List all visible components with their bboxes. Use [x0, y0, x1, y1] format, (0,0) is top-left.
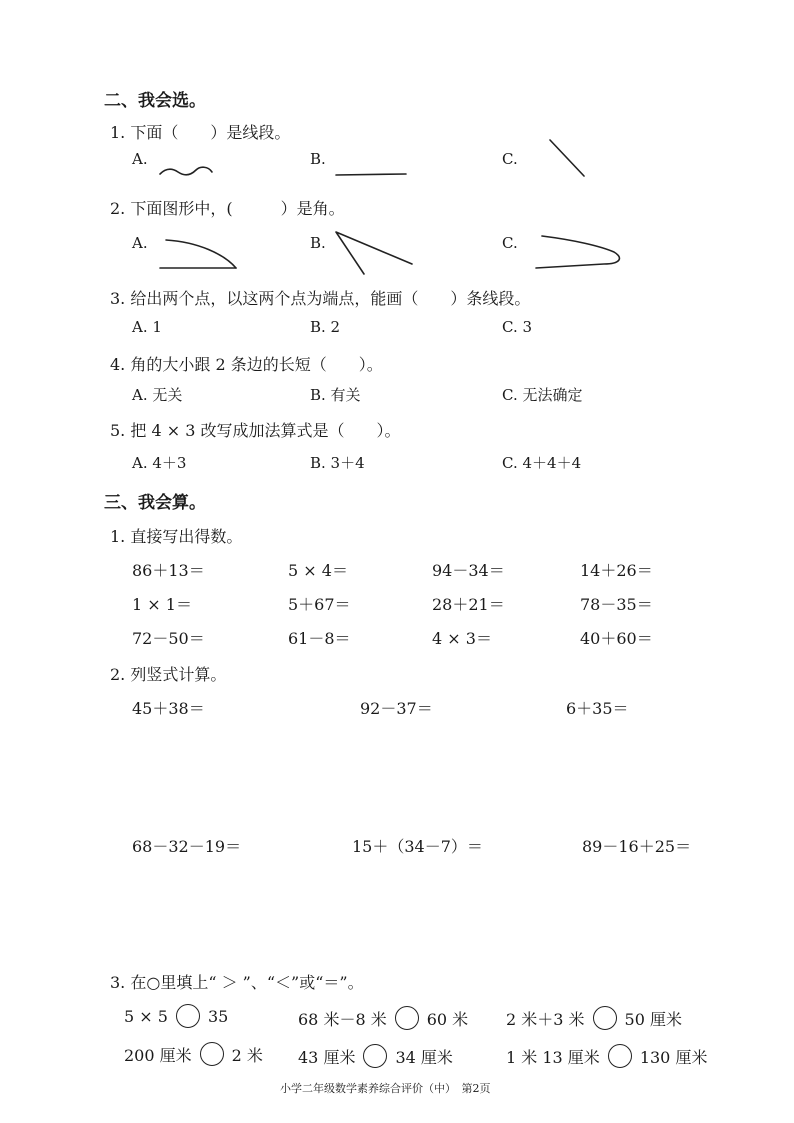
q2-option-b-label: B. — [310, 234, 326, 252]
compare-left: 68 米－8 米 — [298, 1009, 387, 1029]
compare-item — [298, 1006, 468, 1030]
q5-option-c: C. 4＋4＋4 — [502, 454, 582, 472]
q4-option-a: A. 无关 — [132, 386, 183, 404]
mental-math-item: 1 × 1＝ — [132, 595, 192, 614]
q1-option-a-curve-figure — [158, 158, 214, 182]
q1-option-c-slanted-line-figure — [546, 136, 588, 180]
q2-option-b-angle-figure — [332, 228, 416, 278]
compare-item — [506, 1044, 707, 1068]
question-3-text: 3. 给出两个点，以这两个点为端点，能画（ ）条线段。 — [110, 289, 531, 308]
q2-option-a-label: A. — [132, 234, 148, 252]
mental-math-item: 86＋13＝ — [132, 561, 205, 580]
question-4-text: 4. 角的大小跟 2 条边的长短（ ）。 — [110, 355, 383, 374]
compare-left: 2 米＋3 米 — [506, 1009, 585, 1029]
question-2-text: 2. 下面图形中，( ）是角。 — [110, 199, 345, 218]
vertical-calc-item: 15＋（34－7）＝ — [352, 837, 483, 856]
compare-answer-circle[interactable] — [363, 1044, 387, 1068]
part-1-text: 1. 直接写出得数。 — [110, 527, 243, 546]
compare-item — [124, 1042, 263, 1066]
mental-math-item: 40＋60＝ — [580, 629, 653, 648]
compare-answer-circle[interactable] — [608, 1044, 632, 1068]
q3-option-b: B. 2 — [310, 318, 341, 336]
compare-left: 1 米 13 厘米 — [506, 1047, 600, 1067]
section-2-title: 二、我会选。 — [104, 91, 206, 111]
compare-right: 34 厘米 — [395, 1047, 453, 1067]
q4-option-b: B. 有关 — [310, 386, 361, 404]
q2-option-c-label: C. — [502, 234, 518, 252]
question-5-text: 5. 把 4 × 3 改写成加法算式是（ ）。 — [110, 421, 401, 440]
compare-answer-circle[interactable] — [395, 1006, 419, 1030]
part-3-text: 3. 在○里填上“ ＞ ”、“＜”或“＝”。 — [110, 973, 364, 992]
compare-right: 60 米 — [426, 1009, 469, 1029]
q3-option-a: A. 1 — [132, 318, 162, 336]
q4-option-c: C. 无法确定 — [502, 386, 583, 404]
compare-left: 200 厘米 — [124, 1045, 192, 1065]
q5-option-a: A. 4＋3 — [132, 454, 187, 472]
mental-math-item: 78－35＝ — [580, 595, 653, 614]
question-1-text: 1. 下面（ ）是线段。 — [110, 123, 291, 142]
q1-option-b-segment-figure — [334, 168, 410, 180]
compare-item — [298, 1044, 453, 1068]
compare-answer-circle[interactable] — [176, 1004, 200, 1028]
page-footer: 小学二年级数学素养综合评价（中） 第2页 — [280, 1082, 491, 1095]
part-2-text: 2. 列竖式计算。 — [110, 665, 227, 684]
q1-option-c-label: C. — [502, 150, 518, 168]
q3-option-c: C. 3 — [502, 318, 533, 336]
compare-answer-circle[interactable] — [200, 1042, 224, 1066]
q2-option-c-curved-open-shape-figure — [534, 232, 626, 272]
compare-item — [506, 1006, 682, 1030]
section-3-title: 三、我会算。 — [104, 493, 206, 513]
mental-math-item: 72－50＝ — [132, 629, 205, 648]
mental-math-item: 5 × 4＝ — [288, 561, 348, 580]
mental-math-item: 4 × 3＝ — [432, 629, 492, 648]
compare-right: 130 厘米 — [639, 1047, 708, 1067]
compare-left: 43 厘米 — [298, 1047, 356, 1067]
compare-right: 2 米 — [231, 1045, 263, 1065]
mental-math-item: 28＋21＝ — [432, 595, 505, 614]
vertical-calc-item: 45＋38＝ — [132, 699, 205, 718]
compare-answer-circle[interactable] — [593, 1006, 617, 1030]
vertical-calc-item: 89－16＋25＝ — [582, 837, 692, 856]
vertical-calc-item: 92－37＝ — [360, 699, 433, 718]
mental-math-item: 94－34＝ — [432, 561, 505, 580]
compare-right: 35 — [207, 1006, 229, 1026]
mental-math-item: 61－8＝ — [288, 629, 351, 648]
vertical-calc-item: 68－32－19＝ — [132, 837, 242, 856]
compare-right: 50 厘米 — [624, 1009, 682, 1029]
mental-math-item: 14＋26＝ — [580, 561, 653, 580]
compare-left: 5 × 5 — [124, 1006, 168, 1026]
q2-option-a-curved-shape-figure — [158, 234, 242, 272]
q1-option-b-label: B. — [310, 150, 326, 168]
vertical-calc-item: 6＋35＝ — [566, 699, 629, 718]
q1-option-a-label: A. — [132, 150, 148, 168]
q5-option-b: B. 3＋4 — [310, 454, 365, 472]
mental-math-item: 5＋67＝ — [288, 595, 351, 614]
compare-item — [124, 1004, 228, 1028]
